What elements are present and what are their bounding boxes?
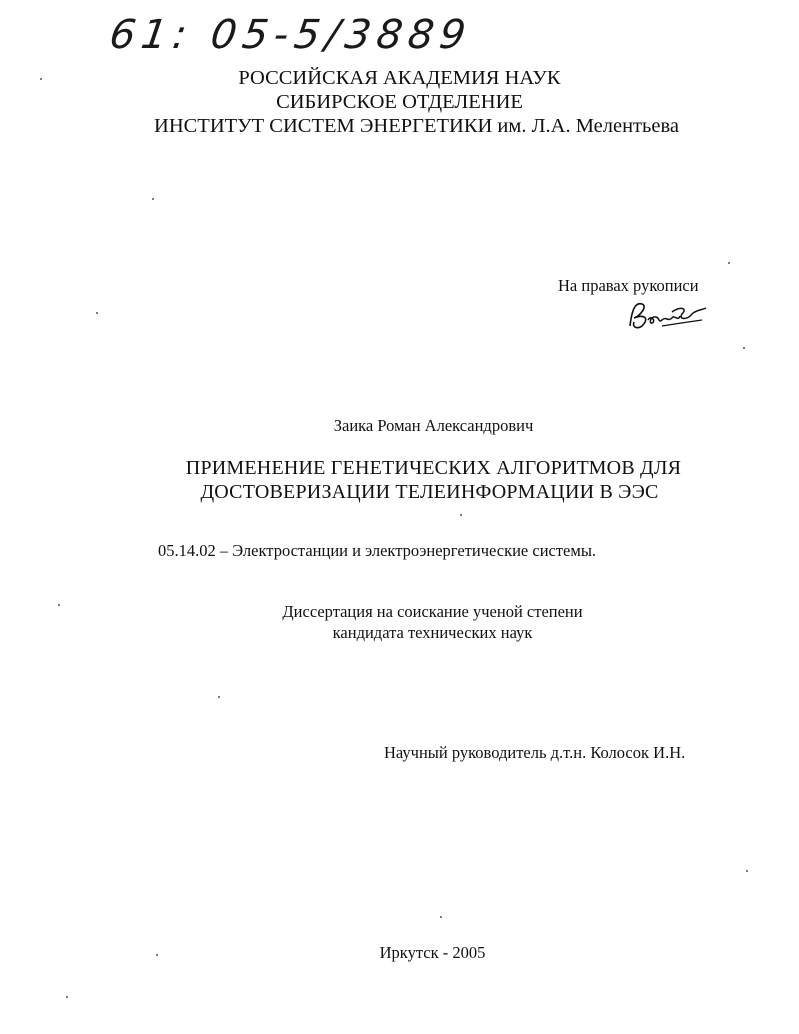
city-and-year: Иркутск - 2005 <box>379 943 486 962</box>
institution-line-3: ИНСТИТУТ СИСТЕМ ЭНЕРГЕТИКИ им. Л.А. Мелентьева <box>154 115 679 137</box>
scan-speck <box>743 347 745 349</box>
handwritten-archive-number: 61: 05-5/3889 <box>106 12 475 58</box>
scan-speck <box>156 954 158 956</box>
dissertation-title-line-1: ПРИМЕНЕНИЕ ГЕНЕТИЧЕСКИХ АЛГОРИТМОВ ДЛЯ <box>185 457 682 479</box>
scan-speck <box>152 198 154 200</box>
degree-line-1: Диссертация на соискание ученой степени <box>282 602 583 621</box>
scan-speck <box>746 870 748 872</box>
scan-speck <box>58 604 60 606</box>
author-name: Заика Роман Александрович <box>333 416 534 435</box>
scan-speck <box>728 262 730 264</box>
institution-line-2: СИБИРСКОЕ ОТДЕЛЕНИЕ <box>276 91 523 113</box>
scan-speck <box>40 78 42 80</box>
scan-speck <box>218 696 220 698</box>
scan-speck <box>440 916 442 918</box>
institution-line-1: РОССИЙСКАЯ АКАДЕМИЯ НАУК <box>238 67 561 89</box>
dissertation-title-line-2: ДОСТОВЕРИЗАЦИИ ТЕЛЕИНФОРМАЦИИ В ЭЭС <box>200 481 659 503</box>
scan-speck <box>460 514 462 516</box>
specialty-code: 05.14.02 – Электростанции и электроэнергетические системы. <box>158 541 597 560</box>
scan-speck <box>66 996 68 998</box>
degree-line-2: кандидата технических наук <box>332 623 533 642</box>
scientific-supervisor: Научный руководитель д.т.н. Колосок И.Н. <box>384 743 686 762</box>
scan-speck <box>96 312 98 314</box>
signature-icon <box>622 296 712 336</box>
manuscript-note: На правах рукописи <box>558 276 699 295</box>
